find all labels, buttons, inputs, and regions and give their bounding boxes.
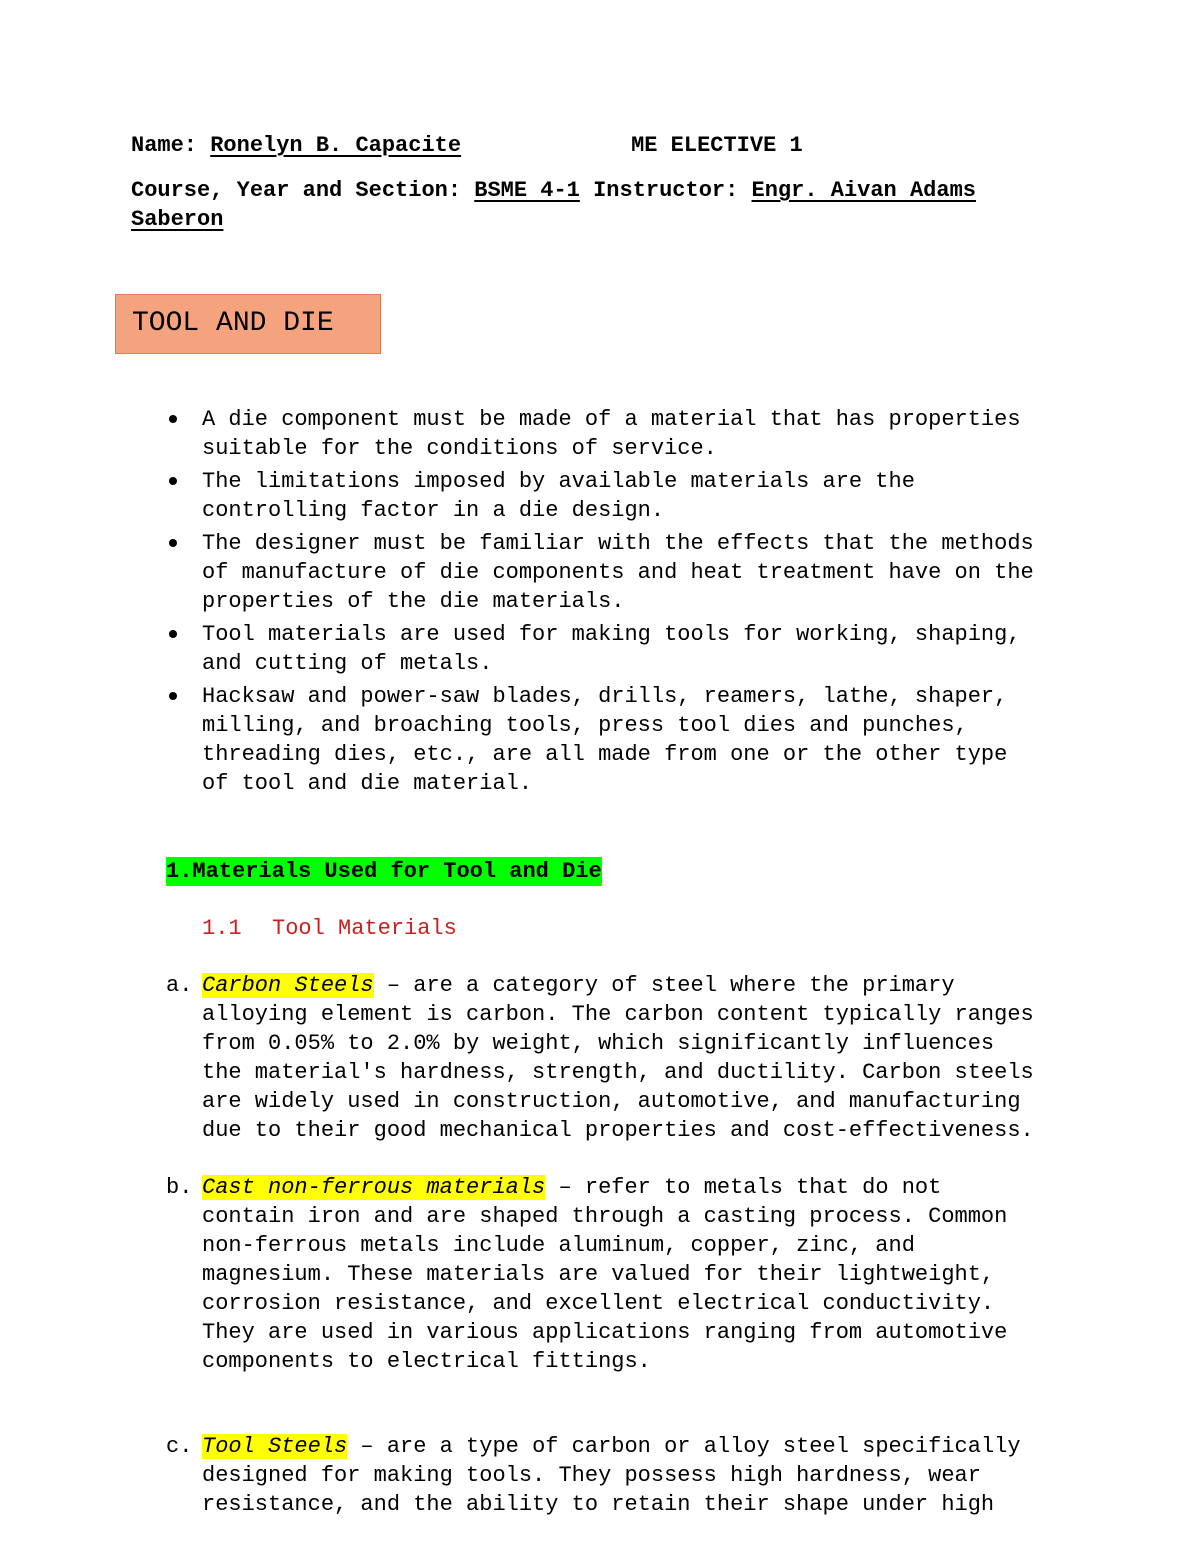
subsection-number: 1.1 [202, 916, 242, 941]
item-letter: c. [166, 1434, 193, 1459]
item-letter: a. [166, 973, 193, 998]
list-item: The limitations imposed by available materials are the controlling factor in a die design. [202, 467, 1102, 525]
document-title: TOOL AND DIE [132, 308, 334, 339]
item-term: Carbon Steels [202, 973, 374, 998]
list-item: A die component must be made of a material that has properties suitable for the conditions of service. [202, 405, 1102, 463]
bullet-icon [169, 415, 177, 423]
list-item-cast-non-ferrous: b. Cast non-ferrous materials – refer to metals that do not contain iron and are shaped through a casting process. Common non-ferrous metals include aluminum, copper, zinc, and magnesium. These materials are valued for their lightweight, corrosion resistance, and excellent electrical conductivity. They are used in various applications ranging from automotive components to electrical fittings. [166, 1175, 1008, 1374]
bullet-icon [169, 692, 177, 700]
instructor-value: Engr. Aivan Adams [751, 178, 976, 203]
list-item: Hacksaw and power-saw blades, drills, reamers, lathe, shaper, milling, and broaching tools, press tool dies and punches, threading dies, etc., are all made from one or the other type of tool and die material. [202, 682, 1102, 798]
course-title: ME ELECTIVE 1 [631, 133, 803, 158]
list-item-carbon-steels: a. Carbon Steels – are a category of steel where the primary alloying element is carbon. The carbon content typically ranges from 0.05% to 2.0% by weight, which significantly influences the material's hardness, strength, and ductility. Carbon steels are widely used in construction, automotive, and manufacturing due to their good mechanical properties and cost-effectiveness. [166, 973, 1034, 1143]
subsection-title: Tool Materials [272, 916, 457, 941]
header-name-line [131, 131, 803, 160]
bullet-icon [169, 477, 177, 485]
instructor-label: Instructor: [593, 178, 739, 203]
instructor-value-cont: Saberon [131, 207, 224, 232]
list-item: The designer must be familiar with the effects that the methods of manufacture of die components and heat treatment have on the properties of the die materials. [202, 529, 1102, 616]
name-label: Name: [131, 133, 198, 158]
section-title: Materials Used for Tool and Die [192, 859, 602, 884]
section-label: Course, Year and Section: [131, 178, 462, 203]
section-value: BSME 4-1 [474, 178, 580, 203]
item-letter: b. [166, 1175, 193, 1200]
name-value: Ronelyn B. Capacite [210, 133, 462, 158]
list-item: Tool materials are used for making tools for working, shaping, and cutting of metals. [202, 620, 1102, 678]
header-course-line [131, 176, 1061, 234]
list-item-tool-steels: c. Tool Steels – are a type of carbon or alloy steel specifically designed for making tools. They possess high hardness, wear resistance, and the ability to retain their shape under high [166, 1434, 1021, 1517]
section-number: 1. [166, 859, 193, 884]
bullet-icon [169, 630, 177, 638]
bullet-icon [169, 539, 177, 547]
bullet-list [202, 405, 1102, 802]
subsection-heading [202, 914, 457, 943]
title-box [115, 294, 381, 354]
item-term: Cast non-ferrous materials [202, 1175, 546, 1200]
section-heading [166, 857, 602, 886]
item-term: Tool Steels [202, 1434, 348, 1459]
